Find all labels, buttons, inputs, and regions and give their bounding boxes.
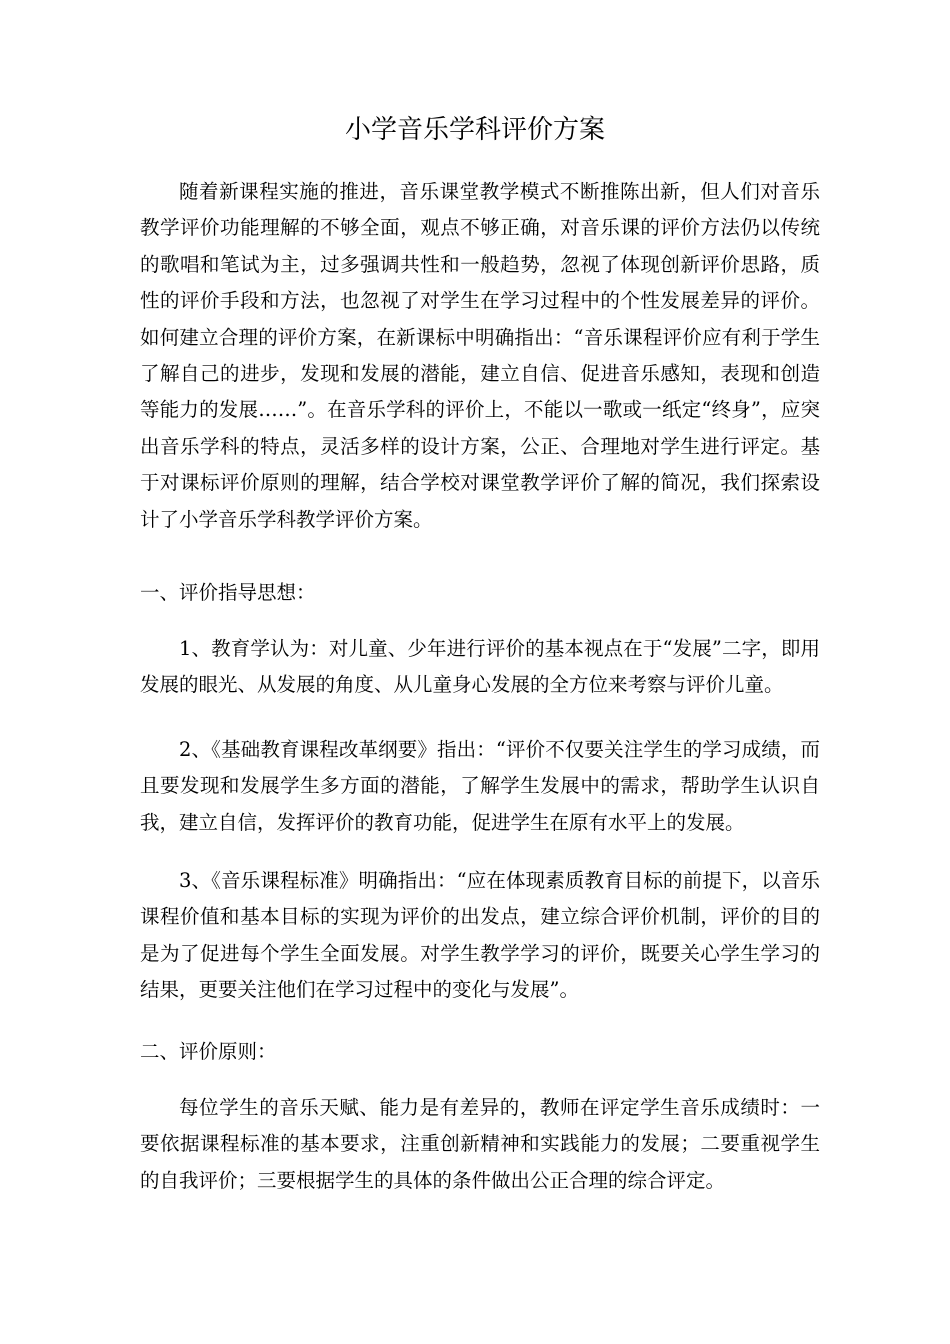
guiding-thought-item-3: 3、《音乐课程标准》明确指出：“应在体现素质教育目标的前提下，以音乐课程价值和基本目标的实现为评价的出发点，建立综合评价机制，评价的目的是为了促进每个学生全面发展。对学生教学学习的评价，既要关心学生学习的结果，更要关注他们在学习过程中的变化与发展”。 bbox=[140, 869, 820, 1002]
guiding-thought-item-2: 2、《基础教育课程改革纲要》指出：“评价不仅要关注学生的学习成绩，而且要发现和发展学生多方面的潜能，了解学生发展中的需求，帮助学生认识自我，建立自信，发挥评价的教育功能，促进学生在原有水平上的发展。 bbox=[140, 738, 820, 834]
guiding-thought-item-1: 1、教育学认为：对儿童、少年进行评价的基本视点在于“发展”二字，即用发展的眼光、从发展的角度、从儿童身心发展的全方位来考察与评价儿童。 bbox=[140, 637, 820, 697]
document-title: 小学音乐学科评价方案 bbox=[344, 115, 605, 145]
principles-paragraph: 每位学生的音乐天赋、能力是有差异的，教师在评定学生音乐成绩时：一要依据课程标准的基本要求，注重创新精神和实践能力的发展；二要重视学生的自我评价；三要根据学生的具体的条件做出公正合理的综合评定。 bbox=[140, 1096, 820, 1192]
section-heading-guiding-thought: 一、评价指导思想： bbox=[140, 581, 316, 604]
section-heading-principles: 二、评价原则： bbox=[140, 1040, 277, 1063]
intro-paragraph: 随着新课程实施的推进，音乐课堂教学模式不断推陈出新，但人们对音乐教学评价功能理解的不够全面，观点不够正确，对音乐课的评价方法仍以传统的歌唱和笔试为主，过多强调共性和一般趋势，忽视了体现创新评价思路，质性的评价手段和方法，也忽视了对学生在学习过程中的个性发展差异的评价。如何建立合理的评价方案，在新课标中明确指出：“音乐课程评价应有利于学生了解自己的进步，发现和发展的潜能，建立自信、促进音乐感知，表现和创造等能力的发展……”。在音乐学科的评价上，不能以一歌或一纸定“终身”，应突出音乐学科的特点，灵活多样的设计方案，公正、合理地对学生进行评定。基于对课标评价原则的理解，结合学校对课堂教学评价了解的简况，我们探索设计了小学音乐学科教学评价方案。 bbox=[140, 180, 820, 531]
